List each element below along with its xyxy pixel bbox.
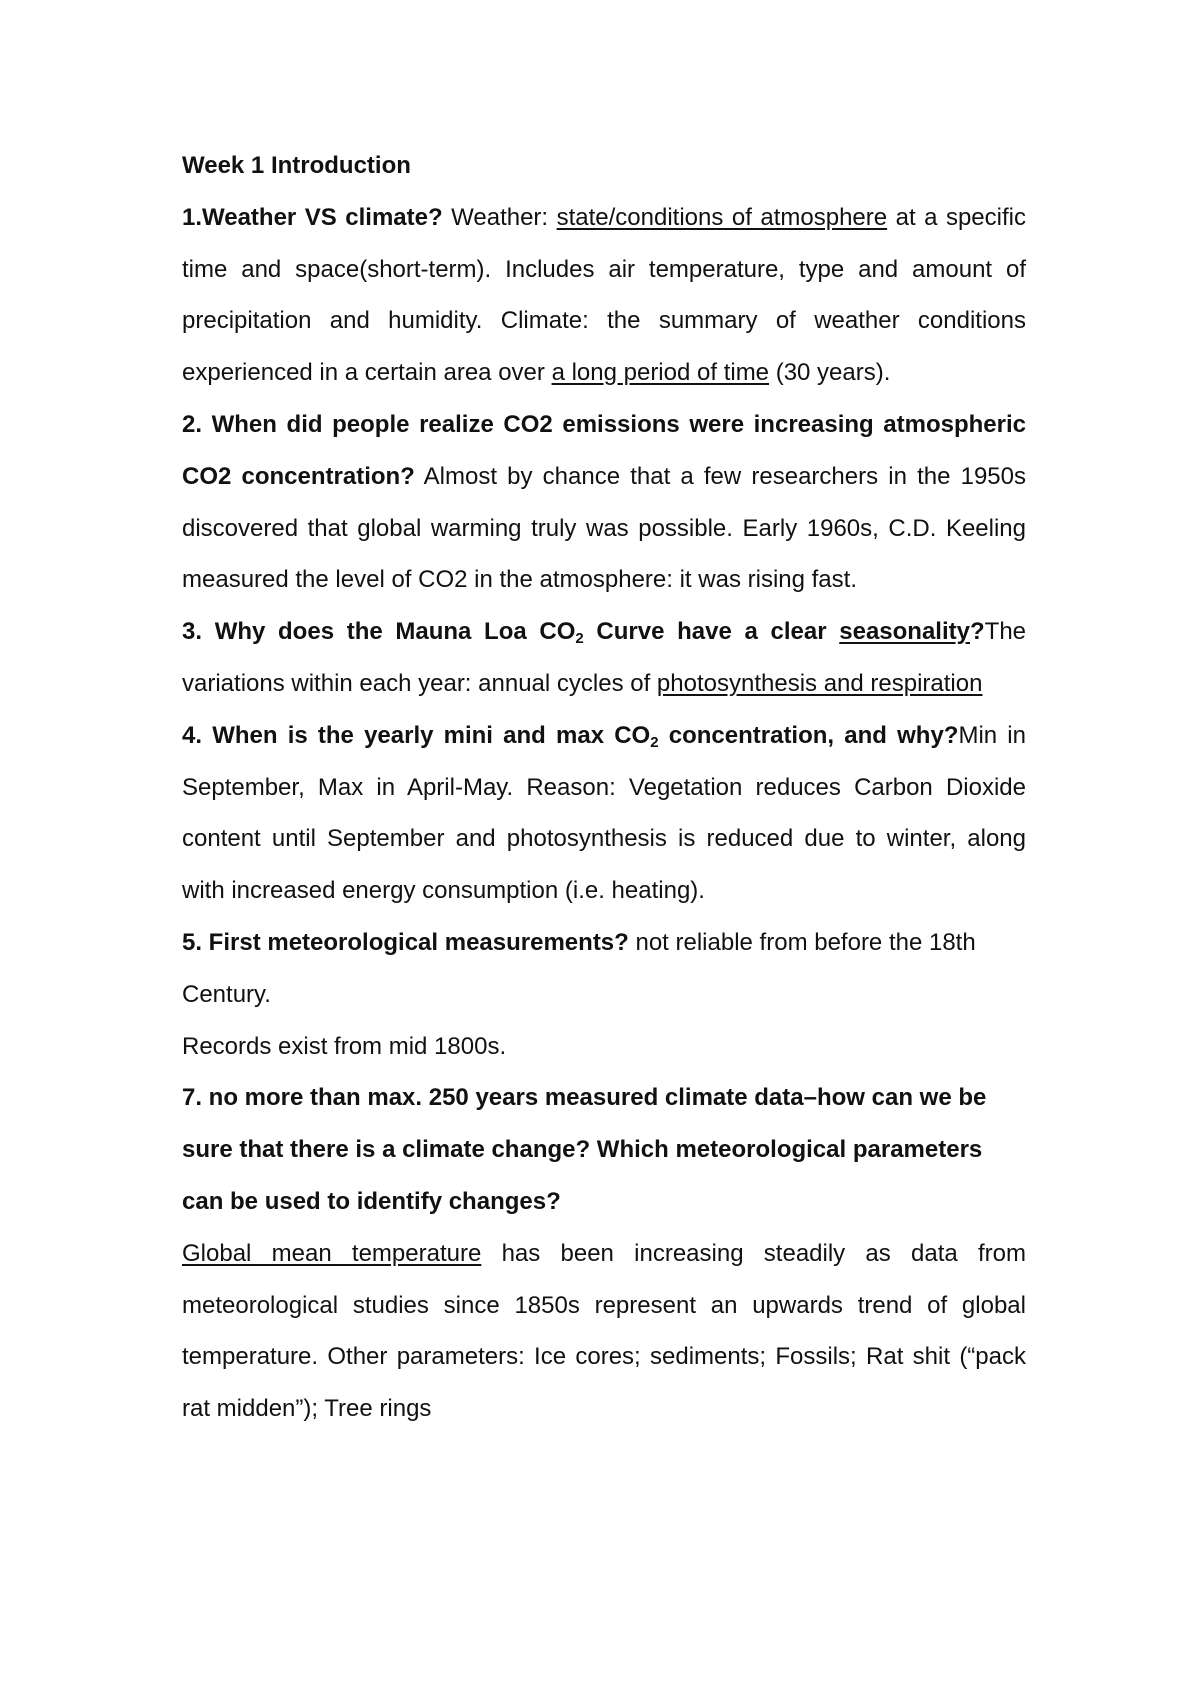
q1-underline-atmosphere: state/conditions of atmosphere <box>556 203 888 231</box>
paragraph-q4 <box>182 710 1026 917</box>
answer-3: The variations within each year: annual cycles of <box>182 618 1027 697</box>
answer-5: not reliable from before the 18th Century. <box>182 928 976 1008</box>
question-3-part-b: Curve have a clear <box>583 618 840 646</box>
answer-7-underline: Global mean temperature <box>182 1239 482 1267</box>
question-4-part-b: concentration, and why? <box>658 721 959 749</box>
paragraph-q1 <box>182 192 1026 399</box>
question-3-underline-seasonality: seasonality <box>839 618 970 646</box>
q1-text-2: at a specific time and space(short-term). Includes air temperature, type and amount of precipitation and humidity. Climate: the summary of weather conditions experienced in a certain area over <box>182 203 1026 387</box>
document-title: Week 1 Introduction <box>182 152 411 179</box>
document-page <box>182 140 1026 1435</box>
paragraph-q2 <box>182 399 1026 606</box>
q1-text-3: (30 years). <box>769 359 891 387</box>
question-4-part-a: 4. When is the yearly mini and max CO <box>182 721 651 749</box>
q1-text-1: Weather: <box>442 203 557 231</box>
question-2: 2. When did people realize CO2 emissions were increasing atmospheric CO2 concentration? <box>182 410 1026 490</box>
q1-underline-long-period: a long period of time <box>551 359 770 387</box>
paragraph-q5 <box>182 917 1026 1021</box>
question-7: 7. no more than max. 250 years measured climate data–how can we be sure that there is a climate change? Which meteorological parameters can be used to identify changes? <box>182 1084 987 1215</box>
answer-2: Almost by chance that a few researchers in the 1950s discovered that global warming truly was possible. Early 1960s, C.D. Keeling measured the level of CO2 in the atmosphere: it was rising fast. <box>182 462 1026 594</box>
answer-4: Min in September, Max in April-May. Reason: Vegetation reduces Carbon Dioxide content until September and photosynthesis is reduced due to winter, along with increased energy consumption (i.e. heating). <box>182 721 1026 905</box>
paragraph-records: Records exist from mid 1800s. <box>182 1032 507 1060</box>
question-5: 5. First meteorological measurements? <box>182 928 629 956</box>
question-3-subscript: 2 <box>575 630 584 648</box>
paragraph-q7-question <box>182 1072 1026 1227</box>
question-3 <box>182 618 985 648</box>
question-4-subscript: 2 <box>650 733 659 751</box>
paragraph-q3 <box>182 606 1026 710</box>
paragraph-q7-answer <box>182 1228 1026 1435</box>
question-1: 1.Weather VS climate? <box>182 203 443 231</box>
question-3-part-c: ? <box>969 618 985 646</box>
answer-7: has been increasing steadily as data from meteorological studies since 1850s represent an upwards trend of global temperature. Other parameters: Ice cores; sediments; Fossils; Rat shit (“pack rat midden”); Tree rings <box>182 1239 1026 1423</box>
question-3-part-a: 3. Why does the Mauna Loa CO <box>182 618 576 646</box>
question-4 <box>182 722 958 749</box>
answer-3-underline: photosynthesis and respiration <box>656 669 983 697</box>
